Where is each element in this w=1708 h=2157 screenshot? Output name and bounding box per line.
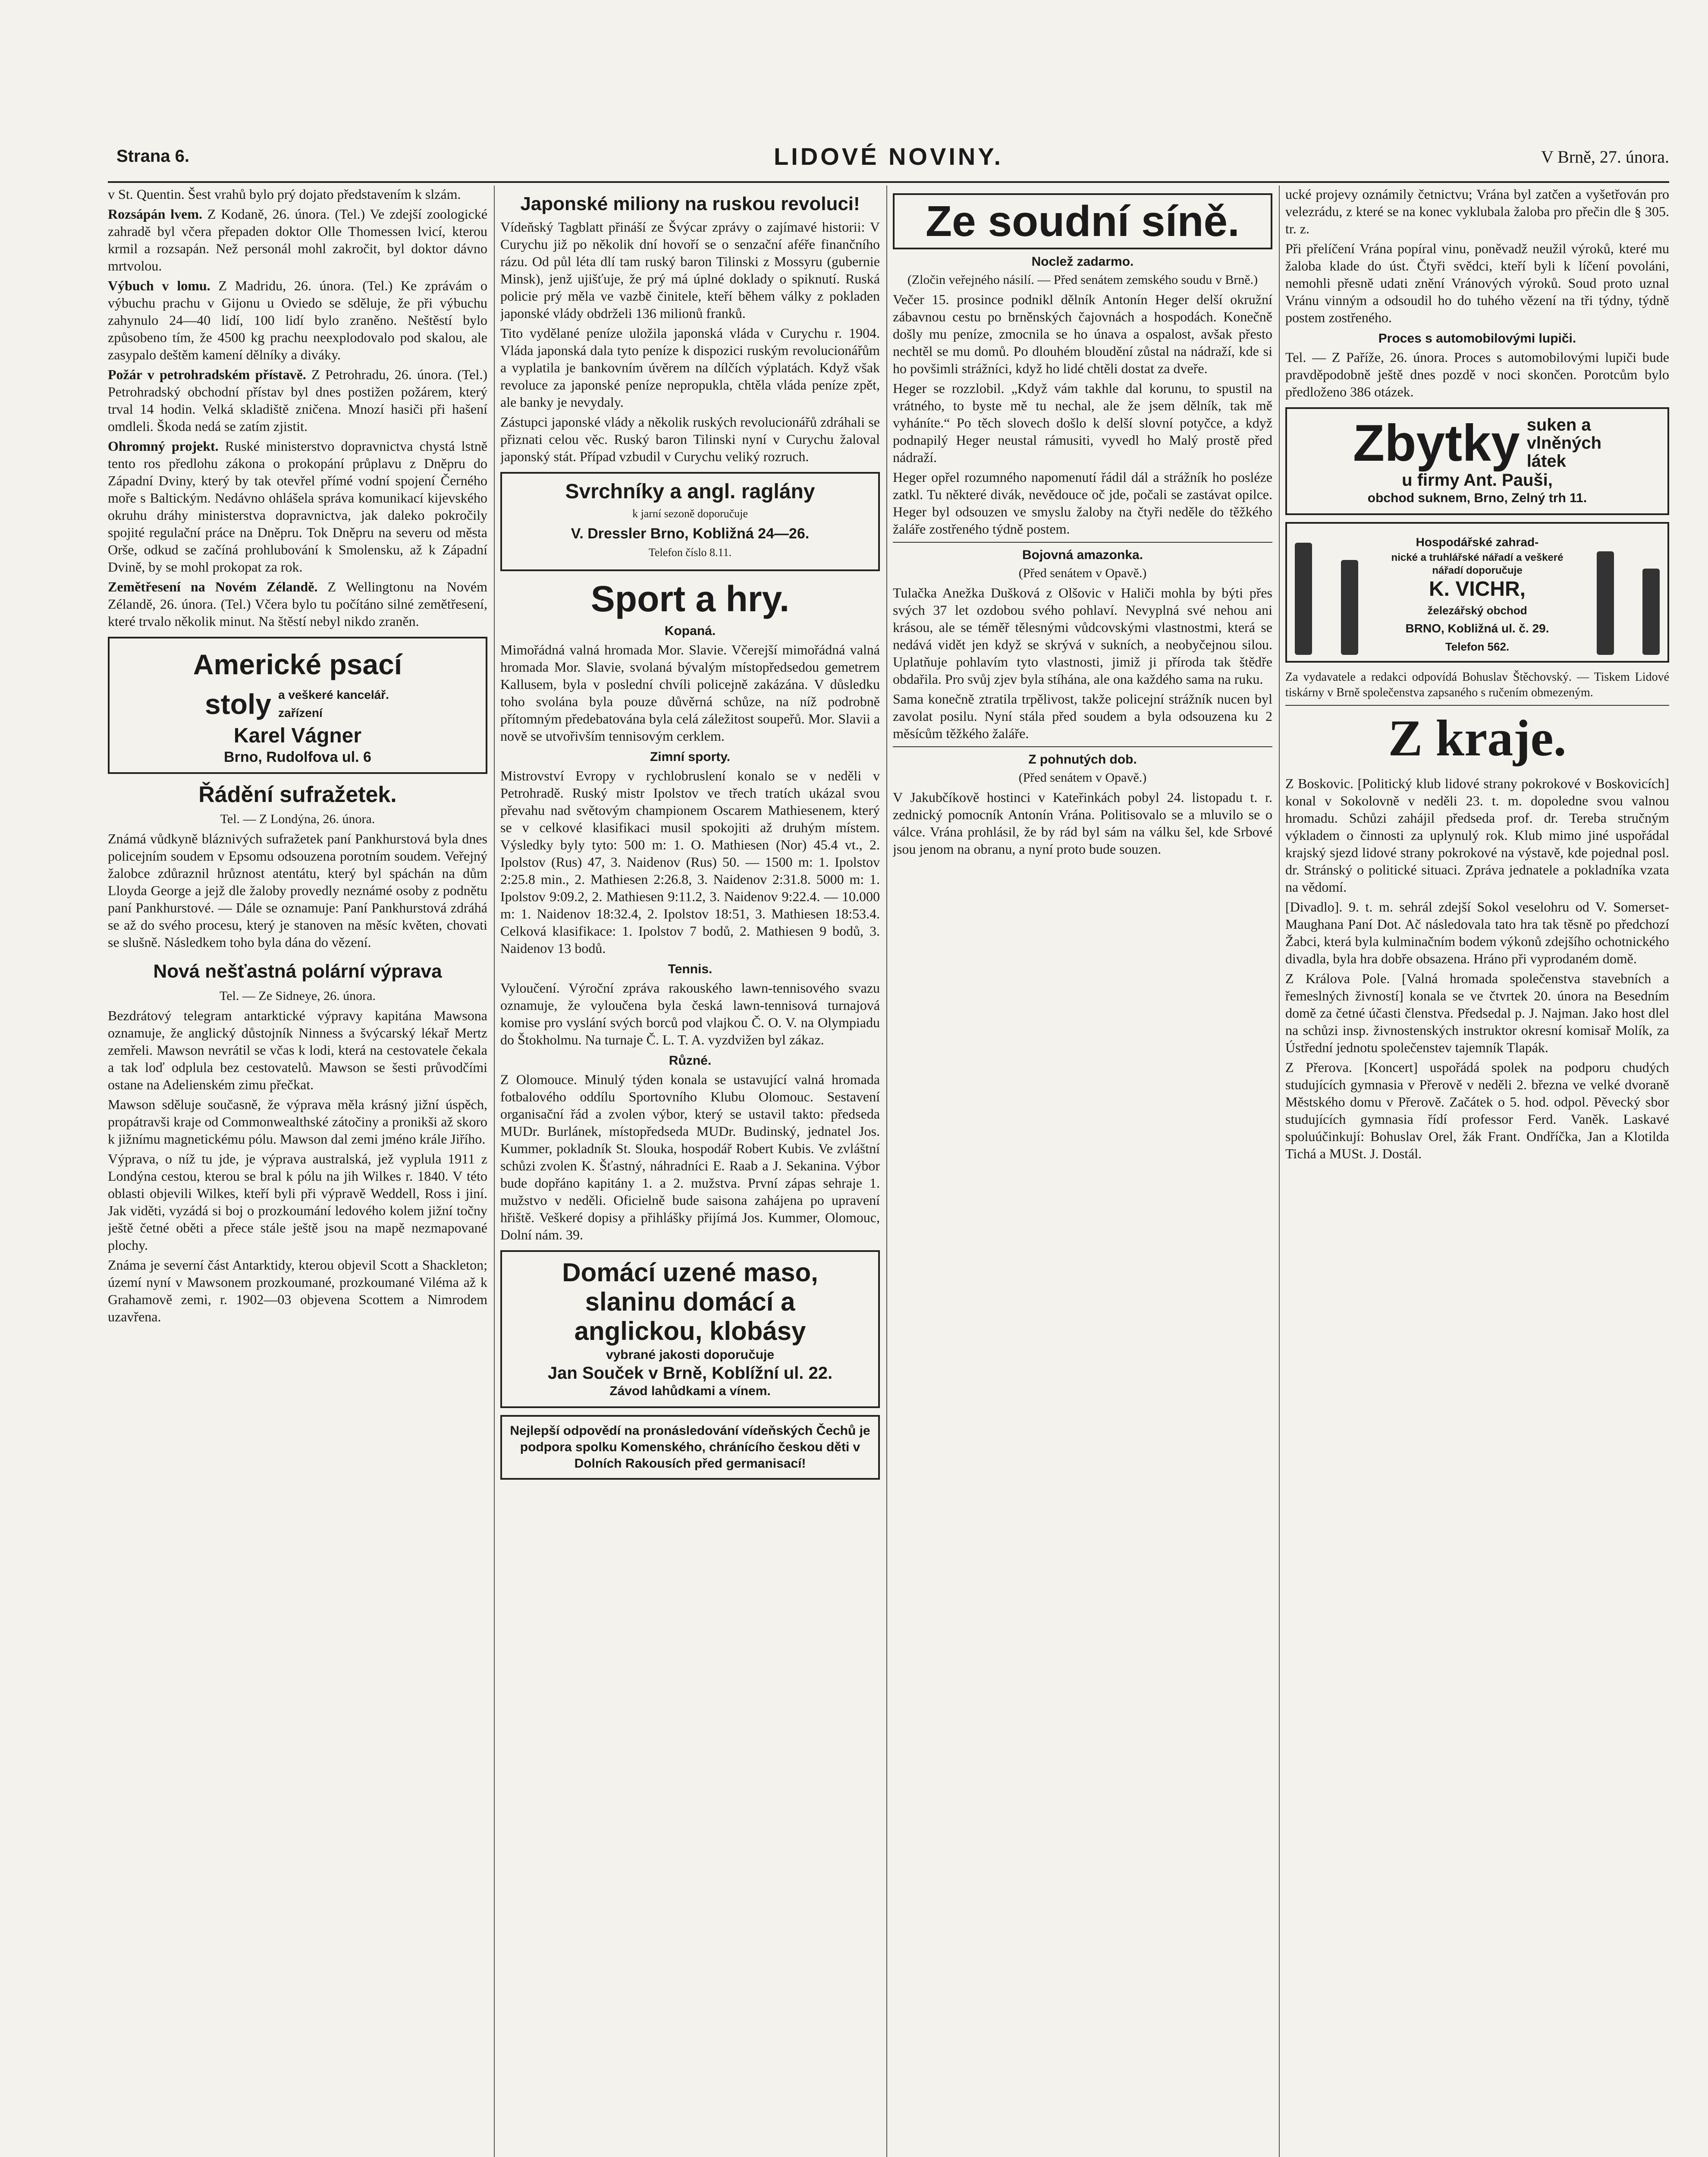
article-body: Bezdrátový telegram antarktické výpravy kapitána Mawsona oznamuje, že anglický důstojník Ninness a švýcarský lékař Mertz zemřeli. Mawson nevrátil se včas k lodi, která na cestovatele čekala a tak loď odplula bez cestovatelů. Mawson se šesti průvodčími ostane na Adelienském zimu přečkat.	[108, 1008, 487, 1092]
article-body: V Jakubčíkově hostinci v Kateřinkách pobyl 24. listopadu t. r. zednický pomocník Antonín Vrána. Politisovalo se a mluvilo se o válce. Vrána prohlásil, že by rád byl sám na válku šel, kde Srbové jsou jenom na obranu, a nyní proto bude souzen.	[893, 789, 1272, 857]
article-headline: Z pohnutých dob.	[1028, 752, 1137, 767]
ad-headline: slaninu domácí a	[585, 1287, 795, 1316]
article-body: [Divadlo]. 9. t. m. sehrál zdejší Sokol veselohru od V. Somerset-Maughana Paní Dot. Ač následovala tato hra tak těsně po předchozí Žabci, která byla kulminačním bodem výkonů zdejšího ochotnického divadla, byla hra dobře obsazena. Hráno při vyprodaném domě.	[1285, 899, 1669, 966]
section-subhead: Kopaná.	[664, 624, 716, 638]
ad-address: BRNO, Kobližná ul. č. 29.	[1405, 622, 1549, 635]
article-headline: Japonské miliony na ruskou revoluci!	[520, 193, 860, 214]
article-title: Výbuch v lomu.	[108, 278, 210, 293]
notice-box: Nejlepší odpovědí na pronásledování vídeňských Čechů je podpora spolku Komenského, chránícího českou děti v Dolních Rakousích před germanisací!	[500, 1415, 880, 1480]
article-text: v St. Quentin. Šest vrahů bylo prý dojato představením k slzám.	[108, 186, 461, 202]
ad-subtext: látek	[1526, 452, 1566, 471]
rake-icon	[1295, 543, 1312, 655]
article-body: Heger opřel rozumného napomenutí řádil dál a strážník ho posléze zatkl. Tu některé divák, nevědouce oč jde, počali se zastávat opilce. Heger byl odsouzen ve smyslu žaloby na čtyři neděle do těžkého žaláře zostřeného týdně postem.	[893, 469, 1272, 537]
page-header	[108, 143, 1669, 177]
article-body: Mawson sděluje současně, že výprava měla krásný jižní úspěch, propátravši kraje od Commonwealthské zátočiny a pronikši až skoro k jižnímu magnetickému pólu. Mawson dal zemi jméno krále Jiřího.	[108, 1097, 487, 1147]
section-subhead: Různé.	[669, 1053, 712, 1068]
article-subhead: (Před senátem v Opavě.)	[1018, 770, 1147, 785]
article-body: Z Olomouce. Minulý týden konala se ustavující valná hromada fotbalového oddílu Sportovního Klubu Olomouc. Sestavení organisační řád a zvolen výbor, který se ustavil takto: předseda MUDr. Burlánek, místopředseda MUDr. Budinský, jednatel Jos. Kummer, pokladník St. Slouka, hospodář Robert Kubis. Ve zvláštní schůzi zvolen K. Šťastný, náhradníci E. Raab a J. Sekanina. Výbor bude dopřáno kapitány 1. a 2. mužstva. První zápas sehraje 1. mužstvo v neděli. Oficielně bude saisona zahájena po upravení hřiště. Veškeré dopisy a přihlášky přijímá Jos. Kummer, Olomouc, Dolní nám. 39.	[500, 1072, 880, 1242]
column-divider	[1279, 186, 1280, 2157]
column-divider	[494, 186, 495, 2157]
article-body: Výprava, o níž tu jde, je výprava australská, jež vyplula 1911 z Londýna cestou, kterou se bral k pólu na jih Wilkes r. 1840. V této oblasti objevili Wilkes, kteří byli při výpravě Weddell, Ross i jiní. Jak viděti, vyzádá si boj o prozkoumání ledového kolem jižní točny ještě četné oběti a přece stále ještě jsou na mapě nezmapované plochy.	[108, 1151, 487, 1253]
imprint: Za vydavatele a redakci odpovídá Bohuslav Štěchovský. — Tiskem Lidové tiskárny v Brně společenstva zapsaného s ručením obmezeným.	[1285, 670, 1669, 699]
advertisement-cloth	[1285, 407, 1669, 515]
article-text	[108, 205, 487, 274]
ad-text-block	[1387, 533, 1568, 656]
column-4	[1285, 186, 1669, 1165]
column-1	[108, 186, 487, 1328]
article-body: Večer 15. prosince podnikl dělník Antonín Heger delší okružní zábavnou cestu po brněnských čajovnách a hospodách. Konečně došly mu peníze, zmocnila se ho únava a ospalost, avšak přesto nechtěl se mu domů. Po dlouhém bloudění zůstal na nádraží, kde si ho povšimli strážníci, když ho lidé chtěli dostat za dveře.	[893, 292, 1272, 376]
advertisement-tools	[1285, 522, 1669, 663]
ad-subtext: Závod lahůdkami a vínem.	[609, 1384, 771, 1398]
divider	[893, 746, 1272, 747]
tools-illustration	[1295, 534, 1660, 655]
article-body: Vyloučení. Výroční zpráva rakouského lawn-tennisového svazu oznamuje, že vyloučena byla česká lawn-tennisová turnajová komise pro vyslání svých borců pod vlajkou Č. O. V. na Olympiadu do Štokholmu. Na turnaje Č. L. T. A. vyzdvižen byl zákaz.	[500, 980, 880, 1047]
section-subhead: Tennis.	[668, 962, 713, 976]
divider	[1285, 705, 1669, 706]
article-subhead: (Před senátem v Opavě.)	[1018, 566, 1147, 580]
ad-phone: Telefon 562.	[1445, 640, 1510, 653]
ad-subtext: Hospodářské zahrad-	[1416, 535, 1539, 549]
column-3	[893, 186, 1272, 860]
article-body: Tel. — Z Paříže, 26. února. Proces s automobilovými lupiči bude pravděpodobně ještě dnes pozdě v noci skončen. Porotcům bylo předloženo 386 otázek.	[1285, 349, 1669, 399]
axe-icon	[1642, 569, 1660, 655]
article-body: Tulačka Anežka Dušková z Olšovic v Haliči mohla by býti přes svých 37 let ozdobou svého pohlaví. Nevyplná své nehou ani krásou, ale se téměř tělesnými vůdcovskými vlastnostmi, která se nedává vidět jen když se skrývá v sukních, a neobyčejnou silou. Uplatňuje pohlavím tyto vlastnosti, jimiž ji příroda tak štědře obdařila. Pro svůj zjev byla stíhána, ale ona každého sama na ruku.	[893, 585, 1272, 687]
ad-subtext: suken a	[1526, 415, 1591, 434]
article-headline: Noclež zadarmo.	[1031, 255, 1134, 269]
article-body: Tito vydělané peníze uložila japonská vláda v Curychu r. 1904. Vláda japonská dala tyto peníze k dispozici ruským revolucionářům a vyplatila je bankovním úvěrem na dílčích výplatách. Když však revoluce za japonské peníze nepropukla, chtěla vláda peníze zpět, ale banky je nevydaly.	[500, 325, 880, 410]
ad-merchant: K. VICHR,	[1429, 578, 1526, 601]
hoe-icon	[1341, 560, 1358, 655]
section-title: Sport a hry.	[590, 579, 790, 619]
ad-subtext: železářský obchod	[1427, 604, 1527, 617]
section-subhead: Zimní sporty.	[650, 750, 731, 764]
article-headline: Bojovná amazonka.	[1022, 548, 1143, 562]
shovel-icon	[1597, 551, 1614, 655]
article-body: Zástupci japonské vlády a několik ruských revolucionářů zdráhali se přiznati celou věc. Ruský baron Tilinski nyní v Curychu žaloval japonský stát. Případ vzbudil v Curychu veliký rozruch.	[500, 414, 880, 464]
ad-headline: Zbytky	[1353, 414, 1520, 472]
ad-row	[117, 684, 478, 724]
ad-sidebar	[1527, 416, 1601, 470]
column-2	[500, 186, 880, 1487]
ad-headline: stoly	[204, 688, 272, 720]
article-body: Známa je severní část Antarktidy, kterou objevil Scott a Shackleton; území nyní v Mawsonem prozkoumané, prozkoumané Viléma až k Grahamově zemi, r. 1902—03 objevena Scottem a Nimrodem uzavřena.	[108, 1257, 487, 1324]
ad-subtext: k jarní sezoně doporučuje	[632, 507, 748, 520]
article-body: Z Wellingtonu na Novém Zélandě, 26. února. (Tel.) Včera bylo tu počítáno silné zemětřesení, které trvalo několik minut. Na štěstí nebyl nikdo zraněn.	[108, 579, 487, 629]
masthead-title: LIDOVÉ NOVINY.	[773, 143, 1004, 170]
article-text	[108, 366, 487, 435]
article-title: Rozsápán lvem.	[108, 206, 203, 222]
article-text	[108, 277, 487, 363]
article-dateline: Tel. — Z Londýna, 26. února.	[220, 812, 375, 826]
article-body: Z Kodaně, 26. února. (Tel.) Ve zdejší zoologické zahradě byl včera přepaden doktor Olle Thomessen lvicí, kterou krmil a rozsapán. Než personál mohl zakročit, byl doktor dávno mrtvolou.	[108, 206, 487, 274]
article-title: Ohromný projekt.	[108, 438, 219, 454]
page-number: Strana 6.	[116, 147, 189, 166]
article-body: Ruské ministerstvo dopravnictva chystá lstně tento ros předlohu zákona o prokopání průplavu z Dněpru do Západní Dviny, který by tak otevřel přímé vodní spojení Černého moře s Baltickým. Nedávno ohlášela správa komunikací kijevského okruhu dráhy ministerstva dopravnictva, jak daleko pokročily spojité regulační práce na Dněpru. Tok Dněpru na severu od města Orše, odkud se začíná prohlubování k Smolensku, až k Západní Dvině, by se mohl prokopat za rok.	[108, 438, 487, 575]
article-body: Mimořádná valná hromada Mor. Slavie. Včerejší mimořádná valná hromada Mor. Slavie, svolaná bývalým místopředsedou gemetrem Kallusem, byla v poslední chvíli policejně zakázána. V důsledku toho svolána byla pouze důvěrná schůze, na níž podrobně přítomným předebatována byla celá záležitost soupeřů. Mor. Slavii a nově se utvořivším tennisovým cerklem.	[500, 642, 880, 744]
article-body: Z Boskovic. [Politický klub lidové strany pokrokové v Boskovicích] konal v Sokolovně v neděli 23. t. m. dopoledne svou valnou hromadu. Schůzi zahájil předseda prof. dr. Tereba stručným výkladem o činnosti za uplynulý rok. Klub mimo jiné uspořádal krajský sjezd lidové strany pokrokové na výstavě, kde pojednal posl. dr. Stránský o politické situaci. Zpráva jednatele a pokladníka vzata na vědomí.	[1285, 776, 1669, 895]
divider	[893, 542, 1272, 543]
article-title: Zemětřesení na Novém Zélandě.	[108, 579, 318, 594]
ad-merchant: V. Dressler Brno, Kobližná 24—26.	[571, 525, 810, 542]
article-body: Mistrovství Evropy v rychlobruslení konalo se v neděli v Petrohradě. Ruský mistr Ipolstov ve třech tratích ukázal svou převahu nad světovým championem Oscarem Mathiesenem, který se v celkové klasifikaci musil spokojiti až druhým místem. Výsledky byly tyto: 500 m: 1. O. Mathiesen (Nor) 45.4 vt., 2. Ipolstov (Rus) 47, 3. Naidenov (Rus) 50. — 1500 m: 1. Ipolstov 2:25.8 min., 2. Mathiesen 2:26.8, 3. Naidenov 2:31.8. 5000 m: 1. Ipolstov 9:09.2, 2. Mathiesen 9:11.2, 3. Naidenov 9:22.4. — 10.000 m: 1. Naidenov 18:32.4, 2. Ipolstov 18:51, 3. Mathiesen 18:53.4. Celková klasifikace: 1. Ipolstov 7 bodů, 2. Mathiesen 9 bodů, 3. Naidenov 13 bodů.	[500, 768, 880, 956]
header-rule	[108, 181, 1669, 183]
article-body: Při přelíčení Vrána popíral vinu, poněvadž neužil výroků, které mu žaloba klade do úst. Čtyři svědci, kteří byli k líčení povoláni, nemohli přesně udati znění Vránových výroků. Soud proto uznal Vránu vinným a odsoudil ho do tuhého vězení na tři týdny, týdně postem zostřeného.	[1285, 241, 1669, 325]
article-subhead: (Zločin veřejného násilí. — Před senátem zemského soudu v Brně.)	[907, 273, 1258, 287]
ad-merchant: Karel Vágner	[233, 724, 362, 747]
article-body: Z Králova Pole. [Valná hromada společenstva stavebních a řemeslných živností] konala se ve čtvrtek 20. února na Besedním domě za četné účasti členstva. Předsedal p. J. Najman. Jako host dlel na schůzi insp. živnostenských instruktor okresní komisař Molík, za Ústřední jednotu společenstev tajemník Tlapák.	[1285, 971, 1669, 1055]
ad-headline: Svrchníky a angl. raglány	[565, 480, 815, 503]
article-text	[108, 437, 487, 575]
ad-address: Brno, Rudolfova ul. 6	[224, 749, 371, 765]
ad-merchant: Jan Souček v Brně, Koblížní ul. 22.	[547, 1364, 833, 1383]
article-headline: Nová nešťastná polární výprava	[153, 961, 442, 982]
section-title: Z kraje.	[1388, 709, 1567, 767]
advertisement-meat	[500, 1250, 880, 1408]
ad-subtext: vlněných	[1526, 434, 1602, 453]
ad-headline: Domácí uzené maso,	[562, 1258, 818, 1287]
ad-merchant: u firmy Ant. Pauši,	[1402, 471, 1553, 490]
article-body: ucké projevy oznámily četnictvu; Vrána byl zatčen a vyšetřován pro velezrádu, z které se na konec vyklubala žaloba pro přečin dle § 305. tr. z.	[1285, 186, 1669, 236]
ad-subtext: nické a truhlářské nářadí a veškeré nářadí doporučuje	[1391, 552, 1564, 576]
ad-phone: Telefon číslo 8.11.	[648, 546, 732, 559]
advertisement-coats	[500, 472, 880, 571]
ad-headline: Americké psací	[193, 648, 402, 680]
section-title: Ze soudní síně.	[893, 193, 1272, 249]
article-body: Známá vůdkyně bláznivých sufražetek paní Pankhurstová byla dnes policejním soudem v Epsomu odsouzena porotním soudem. Veřejný žalobce zdůraznil hrůznost atentátu, který byl spáchán na dům Lloyda George a jejž dle žaloby provedly neznámé osoby z podnětu paní Pankhurstové. — Dále se oznamuje: Paní Pankhurstová zdráhá se až do svého procesu, který je stanoven na měsíc květen, chovati se slušně. Následkem toho byla dána do vězení.	[108, 831, 487, 950]
article-headline: Proces s automobilovými lupiči.	[1378, 331, 1576, 346]
advertisement-desks	[108, 637, 487, 774]
article-text	[108, 578, 487, 630]
article-headline: Řádění sufražetek.	[198, 782, 397, 807]
ad-row	[1295, 415, 1660, 471]
ad-headline: anglickou, klobásy	[574, 1317, 806, 1346]
ad-subtext: vybrané jakosti doporučuje	[606, 1348, 775, 1362]
article-body: Z Madridu, 26. února. (Tel.) Ke zprávám o výbuchu prachu v Gijonu u Oviedo se sděluje, že při výbuchu zahynulo 24—40 lidí, 100 lidí bylo zraněno. Neštěstí bylo způsobeno tím, že 4500 kg prachu neexplodovalo pod skalou, ale zasypalo deštěm kamení dělníky a diváky.	[108, 278, 487, 362]
article-title: Požár v petrohradském přístavě.	[108, 367, 306, 382]
ad-address: obchod suknem, Brno, Zelný trh 11.	[1367, 491, 1587, 505]
article-body: Z Přerova. [Koncert] uspořádá spolek na podporu chudých studujících gymnasia v Přerově v neděli 2. března ve velké dvoraně Městského domu v Přerově. Začátek o 5. hod. odpol. Pěvecký sbor studujících gymnasia řídí professor Ferd. Vaněk. Laskavé spoluúčinkují: Bohuslav Orel, žák Frant. Ondříčka, Jan a Klotilda Tichá a MUSt. J. Dostál.	[1285, 1060, 1669, 1161]
dateline: V Brně, 27. února.	[1541, 147, 1669, 167]
article-body: Sama konečně ztratila trpělivost, takže policejní strážník nucen byl zavolat posilu. Nyní stála před soudem a byla odsouzena ku 2 měsícům těžkého žaláře.	[893, 691, 1272, 741]
article-body: Vídeňský Tagblatt přináší ze Švýcar zprávy o zajímavé historii: V Curychu již po několik dní hovoří se o senzační aféře finančního rázu. Od půl léta dlí tam ruský baron Tilinski z Mossyru (gubernie Minsk), jenž ujišťuje, že prý má úplné doklady o spiknutí. Ruská policie prý měla ve vazbě činitele, kteří během války z pokladen japonské vlády obdrželi 136 milionů franků.	[500, 219, 880, 321]
article-body: Heger se rozzlobil. „Když vám takhle dal korunu, to spustil na vrátného, to byste mě tu nechal, ale že jsem dělník, tak mě vyháníte.“ Po těch slovech došlo k delší slovní potyčce, a když podnapilý Heger neustal rámusiti, vyvedl ho Malý prostě před nádraží.	[893, 380, 1272, 465]
ad-subtext: a veškeré kancelář. zařízení	[278, 688, 389, 720]
article-dateline: Tel. — Ze Sidneye, 26. února.	[220, 989, 376, 1003]
article-body: Z Petrohradu, 26. února. (Tel.) Petrohradský obchodní přístav byl dnes postižen požárem, který trval 14 hodin. Velká skladiště zničena. Mnozí hasiči při hašení omdleli. Škoda nedá se zatím zjistit.	[108, 367, 487, 434]
column-divider	[886, 186, 887, 2157]
